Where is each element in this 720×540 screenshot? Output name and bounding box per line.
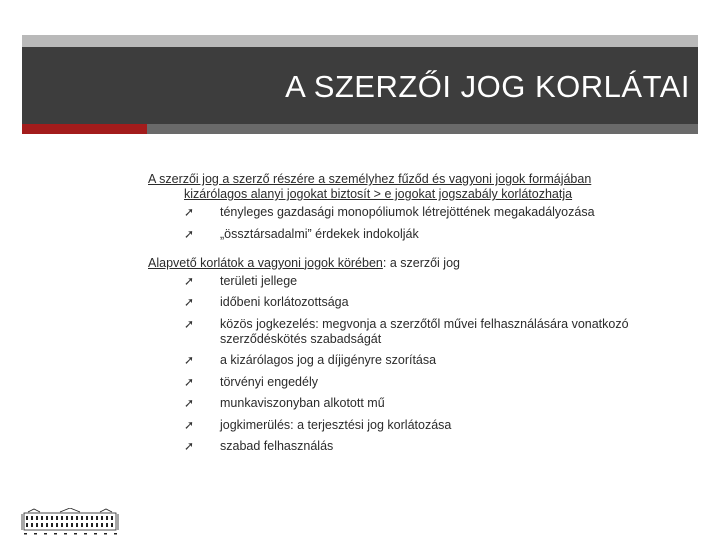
- slide-title: A SZERZŐI JOG KORLÁTAI: [285, 69, 690, 104]
- list-item: ➚ a kizárólagos jog a díjigényre szorítása: [184, 353, 437, 367]
- list-item: ➚ jogkimerülés: a terjesztési jog korlátozása: [184, 417, 452, 432]
- arrow-up-right-icon: ➚: [184, 295, 195, 309]
- arrow-up-right-icon: ➚: [184, 374, 195, 389]
- limits-heading: [148, 256, 698, 271]
- arrow-up-right-icon: ➚: [184, 205, 195, 219]
- limits-heading-underlined: Alapvető korlátok a vagyoni jogok körében: [148, 255, 383, 270]
- university-building-logo: [20, 508, 120, 536]
- list-item: ➚ közös jogkezelés: megvonja a szerzőtől művei felhasználására vonatkozó szerződéskötés szabadságát: [184, 316, 629, 346]
- arrow-up-right-icon: ➚: [184, 353, 195, 367]
- arrow-up-right-icon: ➚: [184, 439, 195, 453]
- list-item: ➚ szabad felhasználás: [184, 439, 334, 453]
- limits-bullet-list: [148, 274, 698, 455]
- top-gray-strip: [22, 35, 698, 47]
- slide-body: [148, 172, 698, 461]
- arrow-up-right-icon: ➚: [184, 226, 195, 241]
- accent-red-segment: [22, 124, 147, 134]
- intro-bullet-list: [148, 205, 698, 242]
- list-item: ➚ munkaviszonyban alkotott mű: [184, 396, 385, 410]
- list-item: ➚ területi jellege: [184, 273, 298, 288]
- intro-paragraph: [148, 172, 698, 202]
- title-bar: [22, 47, 698, 124]
- intro-line-2: kizárólagos alanyi jogokat biztosít > e jogokat jogszabály korlátozhatja: [184, 187, 573, 201]
- arrow-up-right-icon: ➚: [184, 417, 195, 432]
- intro-line-1: A szerzői jog a szerző részére a személyhez fűződ és vagyoni jogok formájában: [148, 172, 592, 186]
- arrow-up-right-icon: ➚: [184, 273, 195, 288]
- accent-gray-segment: [147, 124, 698, 134]
- list-item: ➚ „össztársadalmi” érdekek indokolják: [184, 226, 419, 241]
- limits-heading-rest: : a szerzői jog: [382, 255, 460, 270]
- list-item: ➚ időbeni korlátozottsága: [184, 295, 349, 309]
- accent-bar: [22, 124, 698, 134]
- list-item: ➚ törvényi engedély: [184, 374, 318, 389]
- list-item: ➚ tényleges gazdasági monopóliumok létrejöttének megakadályozása: [184, 205, 595, 219]
- arrow-up-right-icon: ➚: [184, 316, 195, 331]
- arrow-up-right-icon: ➚: [184, 396, 195, 410]
